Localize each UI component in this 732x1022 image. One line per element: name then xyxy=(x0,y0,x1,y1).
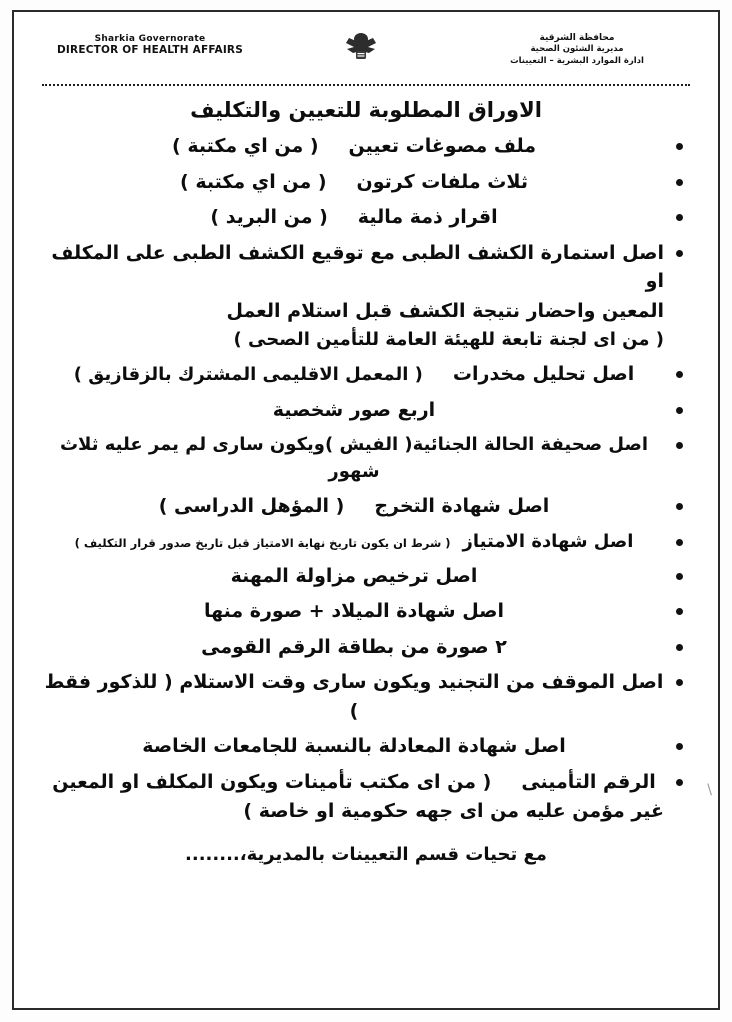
bullet-icon xyxy=(676,743,683,750)
governorate-name-en: Sharkia Governorate xyxy=(94,34,206,44)
item-text: اصل شهادة المعادلة بالنسبة للجامعات الخاصة xyxy=(142,735,566,757)
directorate-name-ar: مديرية الشئون الصحية xyxy=(530,44,624,55)
item-text-line2: غير مؤمن عليه من اى جهه حكومية او خاصة ) xyxy=(243,800,664,822)
governorate-name-ar: محافظة الشرقية xyxy=(539,33,615,43)
bullet-icon xyxy=(676,608,683,615)
letterhead-english-block xyxy=(40,26,260,56)
item-text-line2: المعين واحضار نتيجة الكشف قبل استلام العمل xyxy=(226,299,664,322)
item-text: اربع صور شخصية xyxy=(272,398,436,421)
item-text: اقرار ذمة مالية xyxy=(357,206,498,228)
list-item xyxy=(44,492,686,521)
bullet-icon xyxy=(676,503,683,510)
item-text: اصل شهادة الميلاد + صورة منها xyxy=(203,600,505,622)
bullet-icon xyxy=(676,250,683,257)
list-item xyxy=(44,528,686,555)
bullet-icon xyxy=(676,179,683,186)
list-item xyxy=(44,431,686,485)
item-note: ( من اى مكتب تأمينات ويكون المكلف او المعين xyxy=(52,770,492,793)
item-text: ثلاث ملفات كرتون xyxy=(356,170,528,193)
header-divider xyxy=(42,84,690,86)
item-text: اصل الموقف من التجنيد ويكون سارى وقت الاستلام ( للذكور فقط ) xyxy=(44,671,664,722)
item-text: اصل تحليل مخدرات xyxy=(452,363,635,385)
item-note: ( من اي مكتبة ) xyxy=(172,135,319,157)
list-item xyxy=(44,168,686,197)
letterhead-arabic-block xyxy=(462,26,692,67)
item-text-line3: ( من اى لجنة تابعة للهيئة العامة للتأمين الصحى ) xyxy=(233,329,664,350)
list-item xyxy=(44,132,686,161)
item-text: اصل شهادة الامتياز xyxy=(462,530,634,552)
item-text: ٢ صورة من بطاقة الرقم القومى xyxy=(201,635,507,658)
item-note: ( من البريد ) xyxy=(210,206,328,228)
list-item xyxy=(44,597,686,626)
department-name-ar: ادارة الموارد البشرية – التعيينات xyxy=(510,55,644,66)
list-item xyxy=(44,668,686,725)
closing-note: مع تحيات قسم التعيينات بالمديرية،........ xyxy=(185,843,547,865)
list-item xyxy=(44,239,686,354)
bullet-icon xyxy=(676,143,683,150)
list-item xyxy=(44,396,686,425)
bullet-icon xyxy=(676,679,683,686)
item-note: ( شرط ان يكون تاريخ نهاية الامتياز قبل تاريخ صدور قرار التكليف ) xyxy=(74,535,451,550)
item-note: ( المعمل الاقليمى المشترك بالزقازيق ) xyxy=(73,364,423,385)
list-item xyxy=(44,732,686,761)
item-text: الرقم التأمينى xyxy=(521,770,656,793)
bullet-icon xyxy=(676,371,683,378)
list-item xyxy=(44,203,686,232)
item-text: اصل استمارة الكشف الطبى مع توقيع الكشف الطبى على المكلف او xyxy=(51,241,664,292)
director-title-en: DIRECTOR OF HEALTH AFFAIRS xyxy=(57,44,243,56)
eagle-emblem-icon xyxy=(341,30,381,64)
bullet-icon xyxy=(676,539,683,546)
page-title: الاوراق المطلوبة للتعيين والتكليف xyxy=(190,98,542,122)
item-text: ملف مصوغات تعيين xyxy=(348,135,536,157)
item-note: ( من اي مكتبة ) xyxy=(180,170,327,193)
list-item xyxy=(44,360,686,389)
scan-artifact: \ xyxy=(707,782,712,798)
item-text: اصل ترخيص مزاولة المهنة xyxy=(230,564,478,587)
item-note: ( المؤهل الدراسى ) xyxy=(158,495,345,517)
bullet-icon xyxy=(676,214,683,221)
bullet-icon xyxy=(676,644,683,651)
bullet-icon xyxy=(676,442,683,449)
list-item xyxy=(44,562,686,591)
bullet-icon xyxy=(676,407,683,414)
list-item xyxy=(44,633,686,662)
list-item xyxy=(44,768,686,826)
scanned-sheet xyxy=(12,10,720,1010)
bullet-icon xyxy=(676,779,683,786)
required-papers-list xyxy=(40,132,692,826)
bullet-icon xyxy=(676,573,683,580)
item-text: اصل شهادة التخرج xyxy=(374,495,550,517)
item-text: اصل صحيفة الحالة الجنائية( الفيش )ويكون سارى لم يمر عليه ثلاث شهور xyxy=(59,434,649,482)
letterhead xyxy=(40,26,692,78)
letterhead-emblem-block xyxy=(326,26,396,64)
